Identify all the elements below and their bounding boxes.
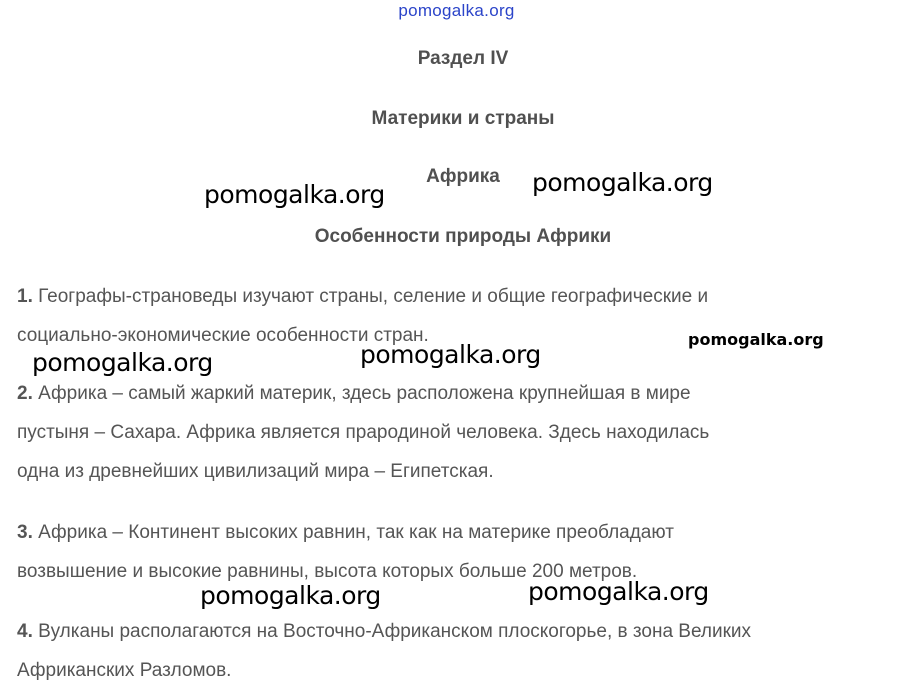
paragraph-text: Географы-страноведы изучают страны, селение и общие географические и bbox=[32, 286, 709, 307]
paragraph-number: 4. bbox=[17, 621, 33, 642]
paragraph-line: пустыня – Сахара. Африка является прародиной человека. Здесь находилась bbox=[17, 422, 710, 443]
paragraph-line bbox=[17, 374, 913, 413]
paragraph-line: Африканских Разломов. bbox=[17, 660, 232, 681]
paragraph-line bbox=[17, 612, 913, 651]
watermark: pomogalka.org bbox=[360, 340, 541, 369]
watermark: pomogalka.org bbox=[32, 348, 213, 377]
watermark: pomogalka.org bbox=[204, 180, 385, 209]
paragraph-text: Вулканы располагаются на Восточно-Африканском плоскогорье, в зона Великих bbox=[32, 621, 752, 642]
watermark: pomogalka.org bbox=[532, 168, 713, 197]
answer-paragraph-3 bbox=[17, 513, 913, 591]
answer-paragraph-4 bbox=[17, 612, 913, 690]
paragraph-number: 1. bbox=[17, 286, 33, 307]
watermark: pomogalka.org bbox=[200, 581, 381, 610]
paragraph-number: 3. bbox=[17, 522, 33, 543]
paragraph-text: Африка – самый жаркий материк, здесь расположена крупнейшая в мире bbox=[32, 383, 691, 404]
paragraph-number: 2. bbox=[17, 383, 33, 404]
paragraph-text: Африка – Континент высоких равнин, так как на материке преобладают bbox=[32, 522, 674, 543]
paragraph-line bbox=[17, 513, 913, 552]
section-heading: Раздел IV bbox=[417, 48, 509, 69]
watermark: pomogalka.org bbox=[688, 330, 824, 349]
paragraph-line: одна из древнейших цивилизаций мира – Египетская. bbox=[17, 461, 494, 482]
answer-paragraph-2 bbox=[17, 374, 913, 491]
site-link[interactable]: pomogalka.org bbox=[398, 1, 515, 20]
continent-heading: Африка bbox=[426, 166, 500, 187]
paragraph-line bbox=[17, 277, 913, 316]
page-title: Материки и страны bbox=[371, 108, 555, 129]
watermark: pomogalka.org bbox=[528, 577, 709, 606]
paragraph-line: возвышение и высокие равнины, высота которых больше 200 метров. bbox=[17, 561, 638, 582]
subtitle-heading: Особенности природы Африки bbox=[314, 226, 612, 247]
paragraph-line: социально-экономические особенности стран. bbox=[17, 325, 429, 346]
